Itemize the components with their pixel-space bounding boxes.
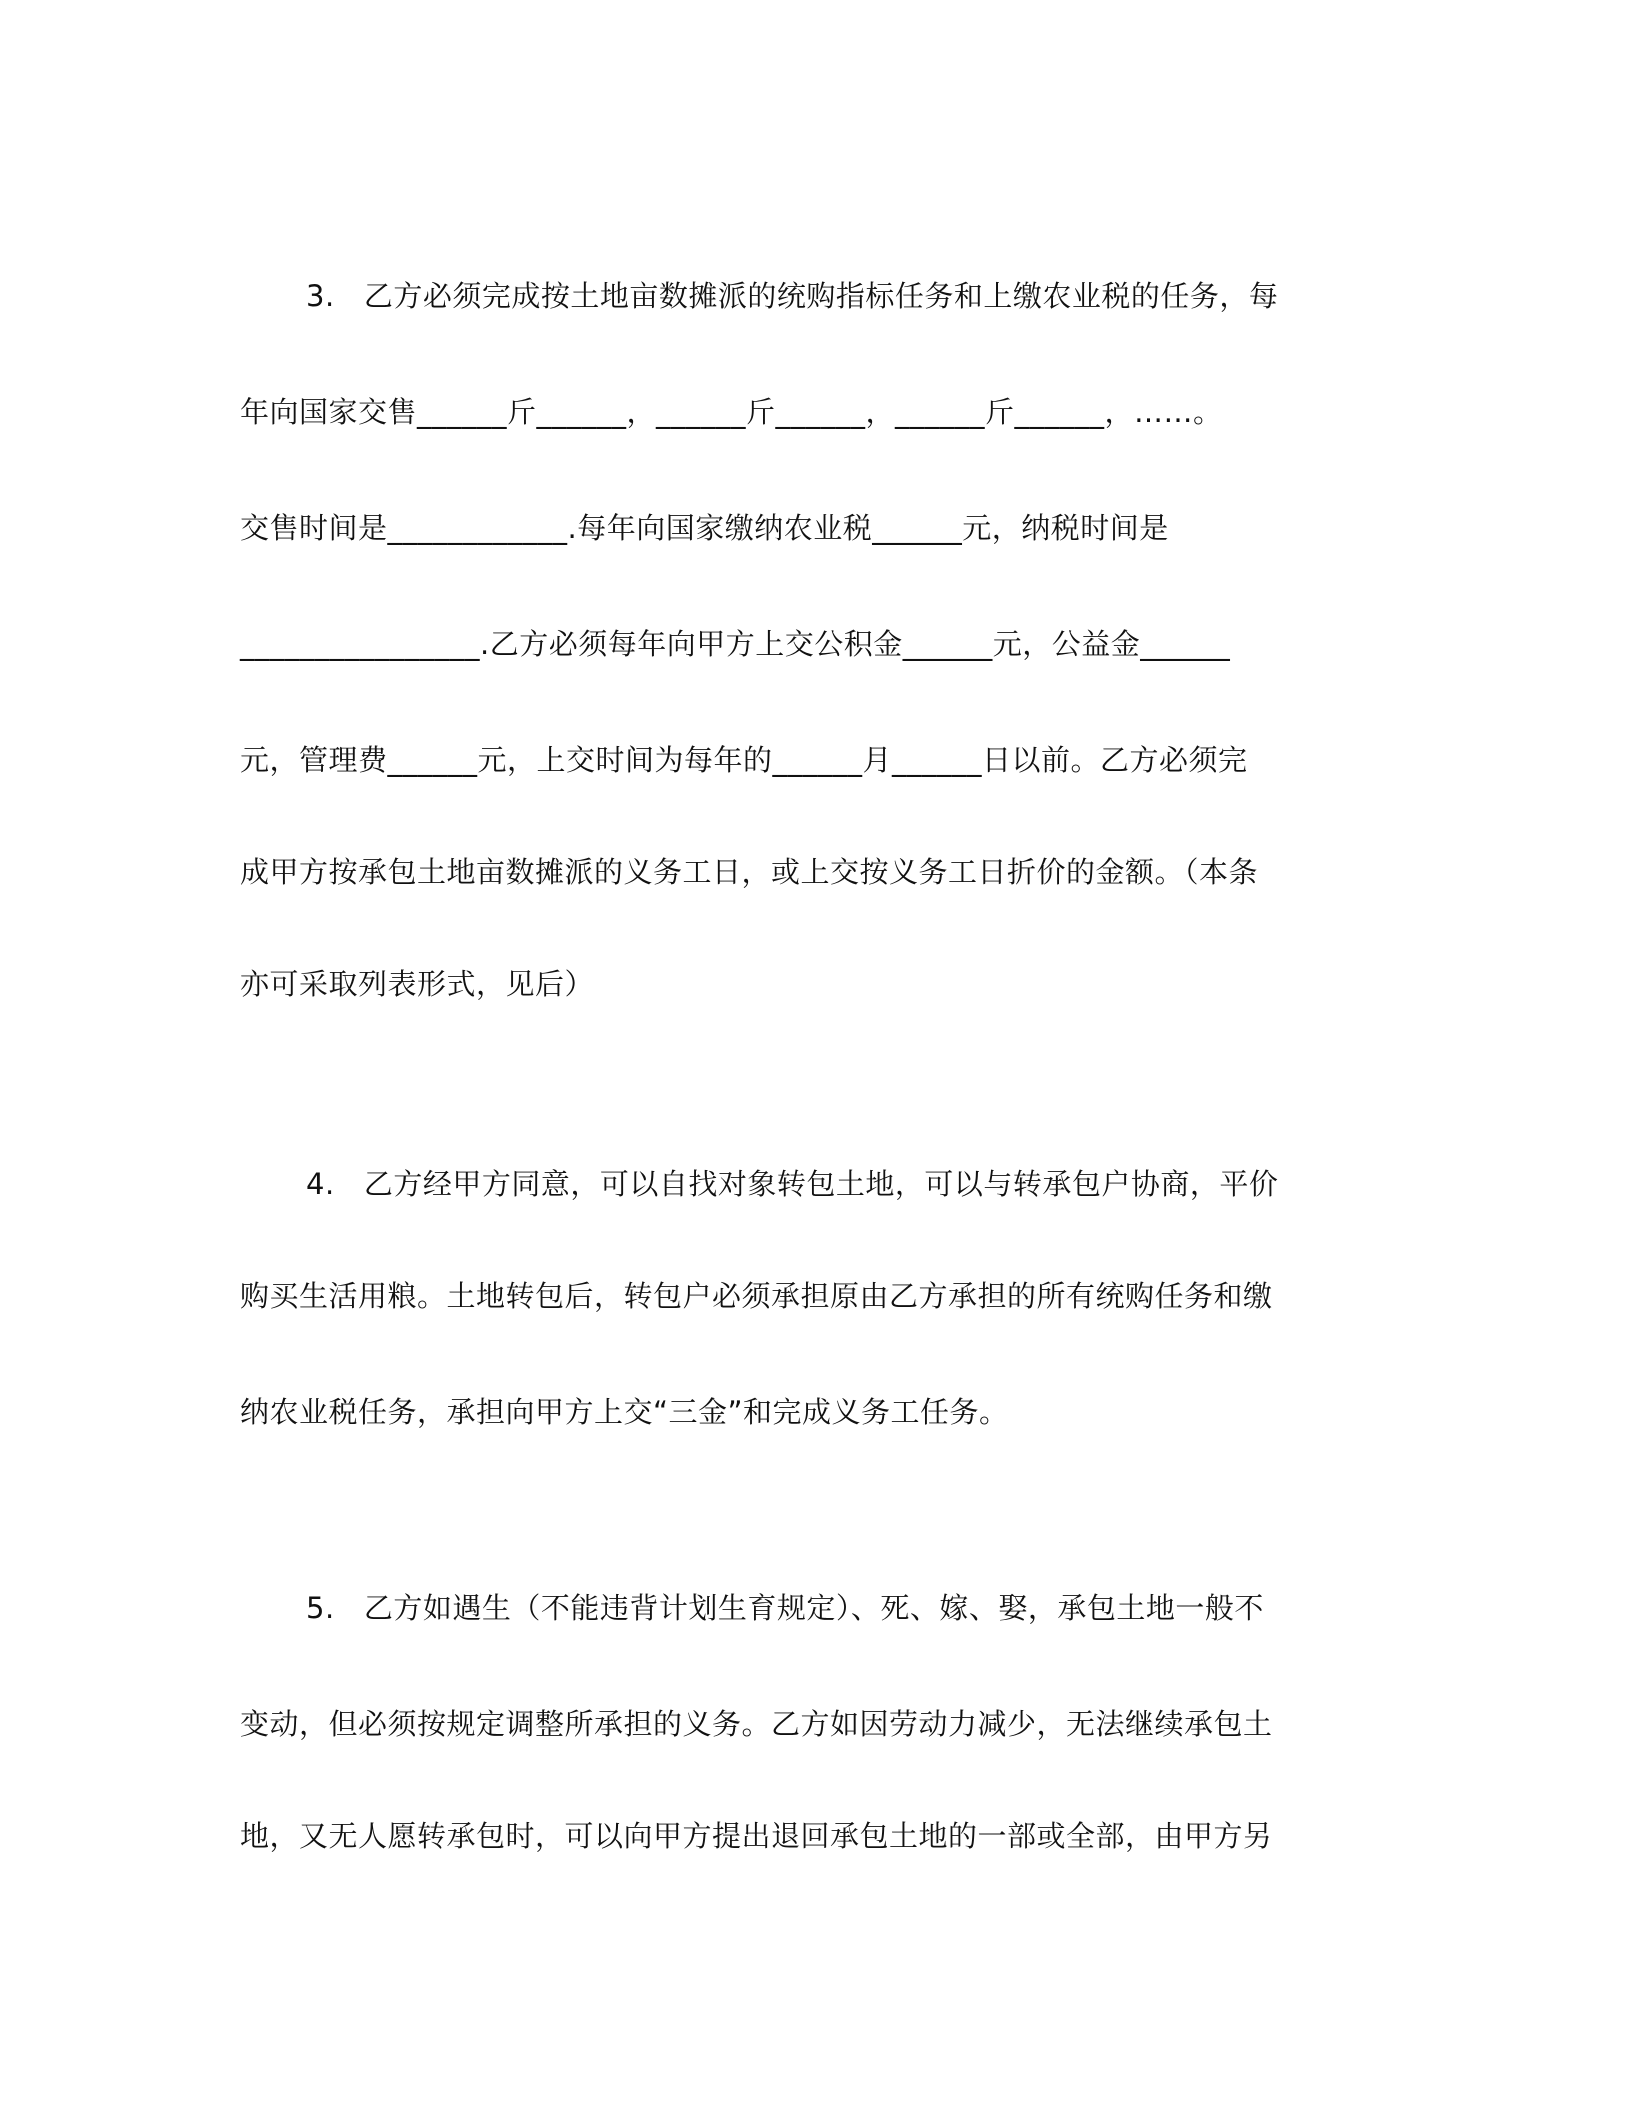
clause-3-line-7: 亦可采取列表形式，见后）: [240, 967, 595, 1001]
clause-3-line-6: 成甲方按承包土地亩数摊派的义务工日，或上交按义务工日折价的金额。（本条: [240, 855, 1259, 889]
clause-3-line-1: 3. 乙方必须完成按土地亩数摊派的统购指标任务和上缴农业税的任务，每: [306, 279, 1279, 313]
clause-5-line-3: 地，又无人愿转承包时，可以向甲方提出退回承包土地的一部或全部，由甲方另: [240, 1819, 1273, 1853]
clause-4-line-3: 纳农业税任务，承担向甲方上交“三金”和完成义务工任务。: [240, 1395, 1009, 1429]
clause-3-line-5: 元，管理费______元，上交时间为每年的______月______日以前。乙方必须完: [240, 743, 1248, 777]
clause-5-line-1: 5. 乙方如遇生（不能违背计划生育规定）、死、嫁、娶，承包土地一般不: [306, 1591, 1264, 1625]
clause-3-line-2: 年向国家交售______斤______，______斤______，______斤______，……。: [240, 395, 1223, 429]
clause-5-line-2: 变动，但必须按规定调整所承担的义务。乙方如因劳动力减少，无法继续承包土: [240, 1707, 1273, 1741]
clause-4-line-1: 4. 乙方经甲方同意，可以自找对象转包土地，可以与转承包户协商，平价: [306, 1167, 1279, 1201]
clause-3-line-3: 交售时间是____________.每年向国家缴纳农业税______元，纳税时间是: [240, 511, 1169, 545]
clause-3-line-4: ________________.乙方必须每年向甲方上交公积金______元，公益金______: [240, 627, 1231, 661]
clause-4-line-2: 购买生活用粮。土地转包后，转包户必须承担原由乙方承担的所有统购任务和缴: [240, 1279, 1273, 1313]
